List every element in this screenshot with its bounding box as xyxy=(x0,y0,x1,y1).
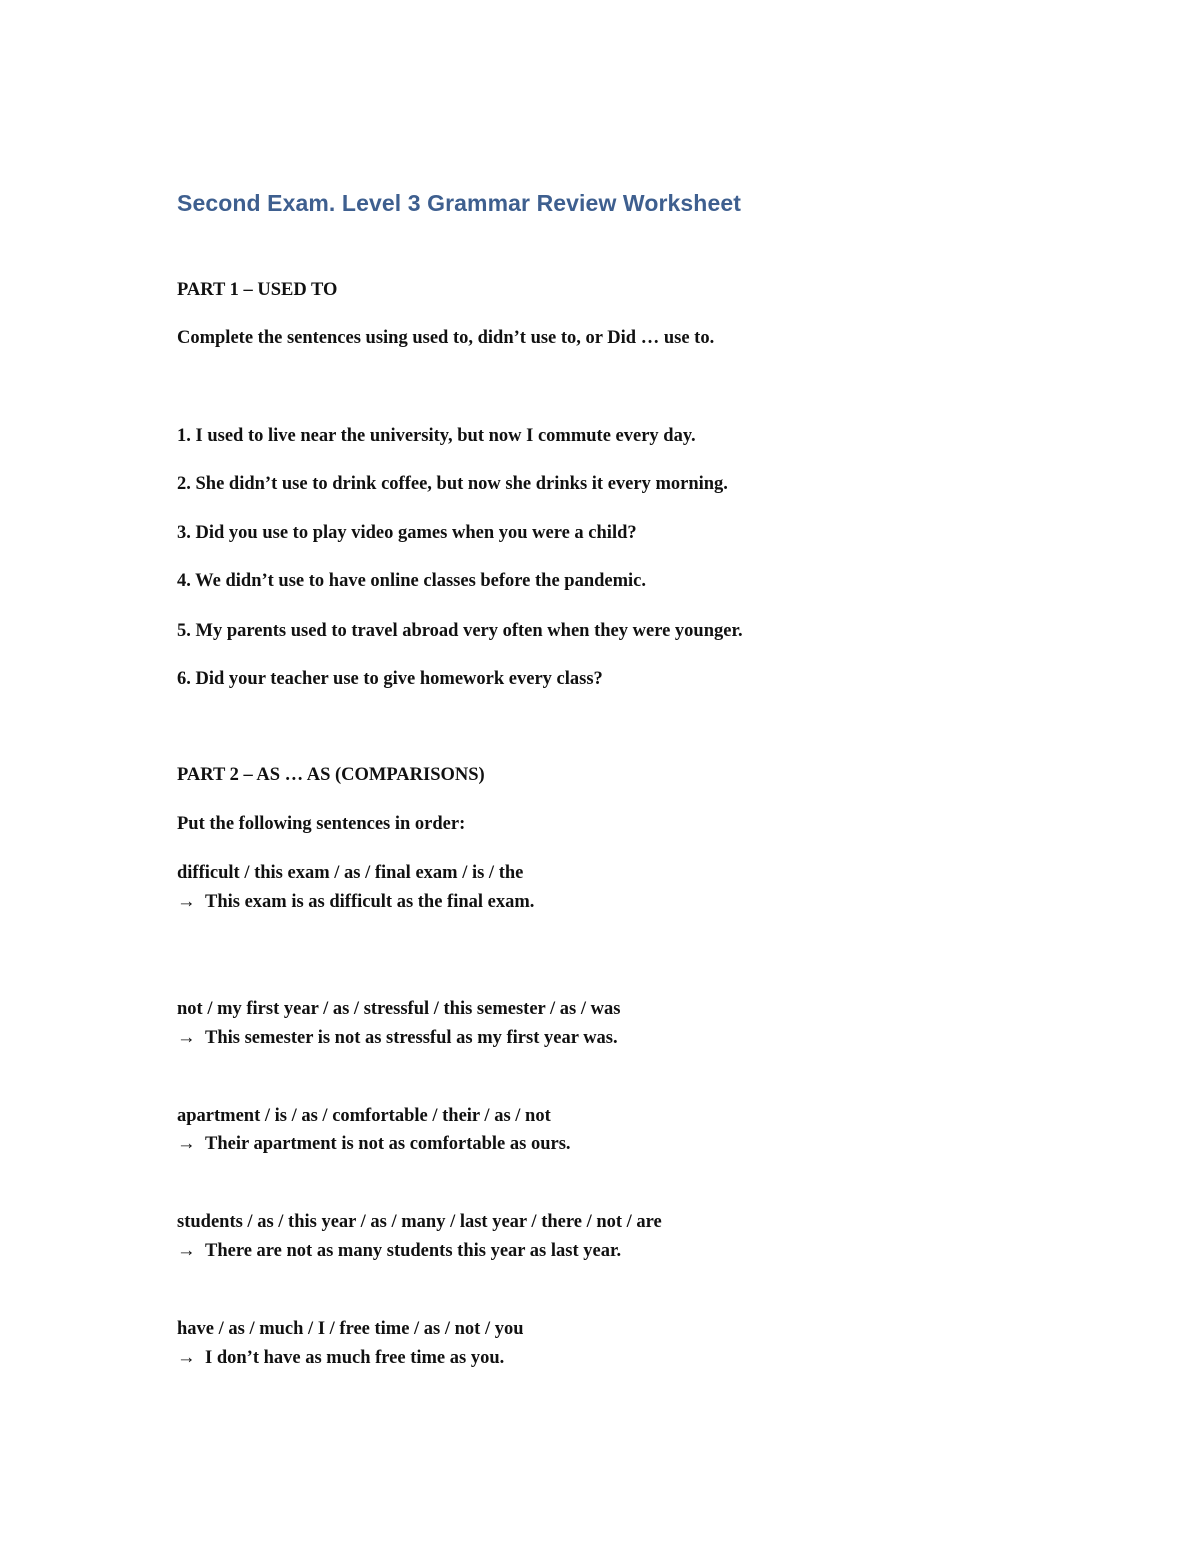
arrow-icon: → xyxy=(177,1241,196,1261)
arrow-icon: → xyxy=(177,1134,196,1154)
part1-heading: PART 1 – USED TO xyxy=(177,280,338,300)
part2-heading: PART 2 – AS … AS (COMPARISONS) xyxy=(177,765,485,785)
part1-item-3: 3. Did you use to play video games when you were a child? xyxy=(177,523,637,543)
answer-text: This semester is not as stressful as my first year was. xyxy=(205,1028,618,1048)
answer-text: There are not as many students this year as last year. xyxy=(205,1241,622,1261)
arrow-icon: → xyxy=(177,1348,196,1368)
part1-item-5: 5. My parents used to travel abroad very often when they were younger. xyxy=(177,621,743,641)
part2-instruction: Put the following sentences in order: xyxy=(177,814,466,834)
part2-prompt-2: not / my first year / as / stressful / this semester / as / was xyxy=(177,999,621,1019)
arrow-icon: → xyxy=(177,892,196,912)
worksheet-title: Second Exam. Level 3 Grammar Review Worksheet xyxy=(177,190,741,216)
part1-item-6: 6. Did your teacher use to give homework every class? xyxy=(177,669,603,689)
answer-text: Their apartment is not as comfortable as ours. xyxy=(205,1134,571,1154)
answer-text: This exam is as difficult as the final exam. xyxy=(205,892,535,912)
part1-item-1: 1. I used to live near the university, but now I commute every day. xyxy=(177,426,696,446)
part1-item-4: 4. We didn’t use to have online classes before the pandemic. xyxy=(177,571,647,591)
part2-answer-5 xyxy=(177,1347,504,1369)
part2-answer-4 xyxy=(177,1240,621,1262)
part1-instruction: Complete the sentences using used to, didn’t use to, or Did … use to. xyxy=(177,328,715,348)
part2-prompt-4: students / as / this year / as / many / last year / there / not / are xyxy=(177,1212,662,1232)
part1-item-2: 2. She didn’t use to drink coffee, but now she drinks it every morning. xyxy=(177,474,728,494)
answer-text: I don’t have as much free time as you. xyxy=(205,1348,505,1368)
part2-prompt-3: apartment / is / as / comfortable / their / as / not xyxy=(177,1106,551,1126)
part2-prompt-5: have / as / much / I / free time / as / not / you xyxy=(177,1319,524,1339)
part2-prompt-1: difficult / this exam / as / final exam / is / the xyxy=(177,863,524,883)
part2-answer-3 xyxy=(177,1133,571,1155)
part2-answer-2 xyxy=(177,1027,618,1049)
arrow-icon: → xyxy=(177,1028,196,1048)
part2-answer-1 xyxy=(177,891,534,913)
